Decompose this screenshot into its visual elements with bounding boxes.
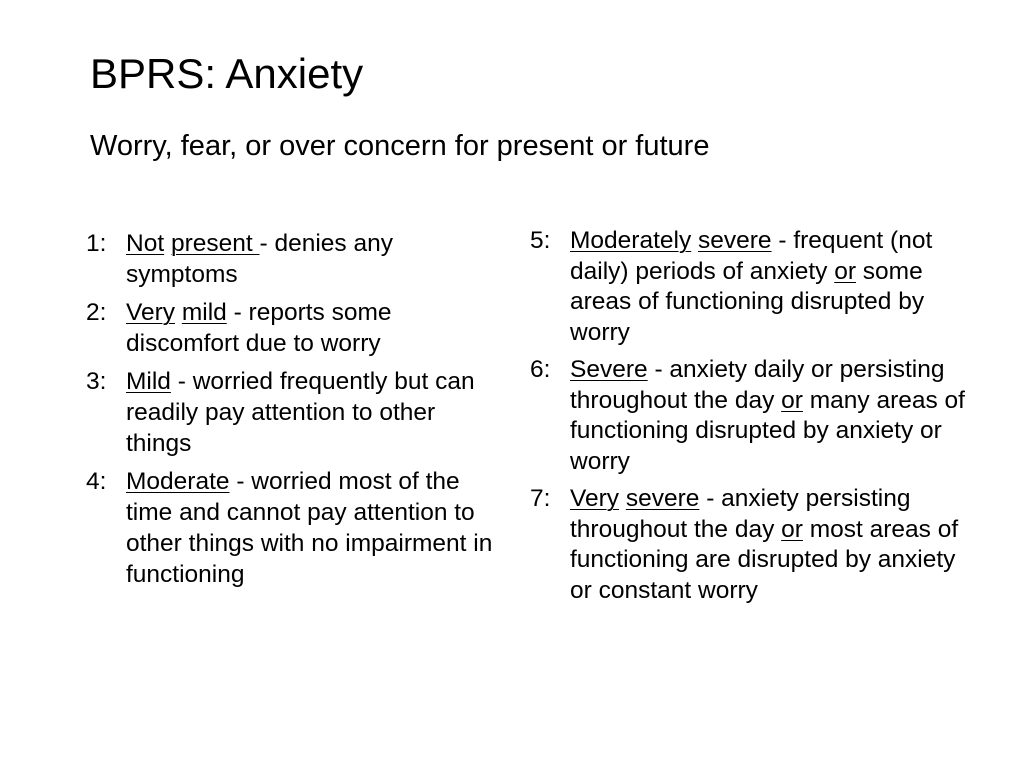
rating-description xyxy=(570,226,970,348)
underlined-term: Very xyxy=(126,299,176,326)
underlined-term: present xyxy=(170,230,260,257)
underlined-term: Moderately xyxy=(570,227,692,254)
rating-description xyxy=(126,228,506,290)
rating-number: 6: xyxy=(530,356,551,383)
rating-description xyxy=(126,466,506,590)
rating-number: 1: xyxy=(86,230,107,257)
rating-item xyxy=(86,228,506,290)
description-text: some areas of functioning disrupted by worry xyxy=(570,257,925,346)
rating-number: 7: xyxy=(530,485,551,512)
description-text: - denies any symptoms xyxy=(126,230,393,288)
description-text: - reports some discomfort due to worry xyxy=(126,299,392,357)
rating-item xyxy=(530,226,970,348)
rating-number: 2: xyxy=(86,299,107,326)
underlined-term: mild xyxy=(181,299,227,326)
underlined-term: severe xyxy=(625,485,700,512)
rating-number: 5: xyxy=(530,227,551,254)
rating-item xyxy=(86,366,506,459)
right-rating-list xyxy=(530,226,970,613)
rating-description xyxy=(126,366,506,459)
underlined-term: or xyxy=(781,386,803,414)
rating-item xyxy=(530,484,970,606)
rating-item xyxy=(530,355,970,477)
underlined-term: or xyxy=(834,257,856,285)
description-text: - anxiety daily or persisting throughout the day xyxy=(570,356,945,414)
underlined-term: or xyxy=(781,515,803,543)
rating-number: 4: xyxy=(86,468,107,495)
description-text xyxy=(164,230,171,257)
rating-item xyxy=(86,297,506,359)
description-text: - worried frequently but can readily pay attention to other things xyxy=(126,368,475,457)
description-text: most areas of functioning are disrupted by anxiety or constant worry xyxy=(570,515,959,604)
underlined-term: Mild xyxy=(126,368,171,395)
description-text: - worried most of the time and cannot pay attention to other things with no impairment in functioning xyxy=(126,468,493,588)
underlined-term: Not xyxy=(126,230,165,257)
description-text xyxy=(175,299,182,326)
underlined-term: Severe xyxy=(570,356,648,383)
description-text: many areas of functioning disrupted by anxiety or worry xyxy=(570,386,965,475)
rating-description xyxy=(570,484,970,606)
slide-subtitle: Worry, fear, or over concern for present or future xyxy=(90,130,710,162)
underlined-term: severe xyxy=(698,227,772,254)
description-text: - frequent (not daily) periods of anxiety xyxy=(570,227,933,285)
underlined-term: Moderate xyxy=(126,468,230,495)
rating-number: 3: xyxy=(86,368,107,395)
description-text xyxy=(619,485,626,512)
description-text: - anxiety persisting throughout the day xyxy=(570,485,911,543)
rating-description xyxy=(126,297,506,359)
description-text xyxy=(691,227,698,254)
left-rating-list xyxy=(86,228,506,597)
slide-title: BPRS: Anxiety xyxy=(90,50,364,97)
underlined-term: Very xyxy=(570,485,620,512)
rating-description xyxy=(570,355,970,477)
rating-item xyxy=(86,466,506,590)
